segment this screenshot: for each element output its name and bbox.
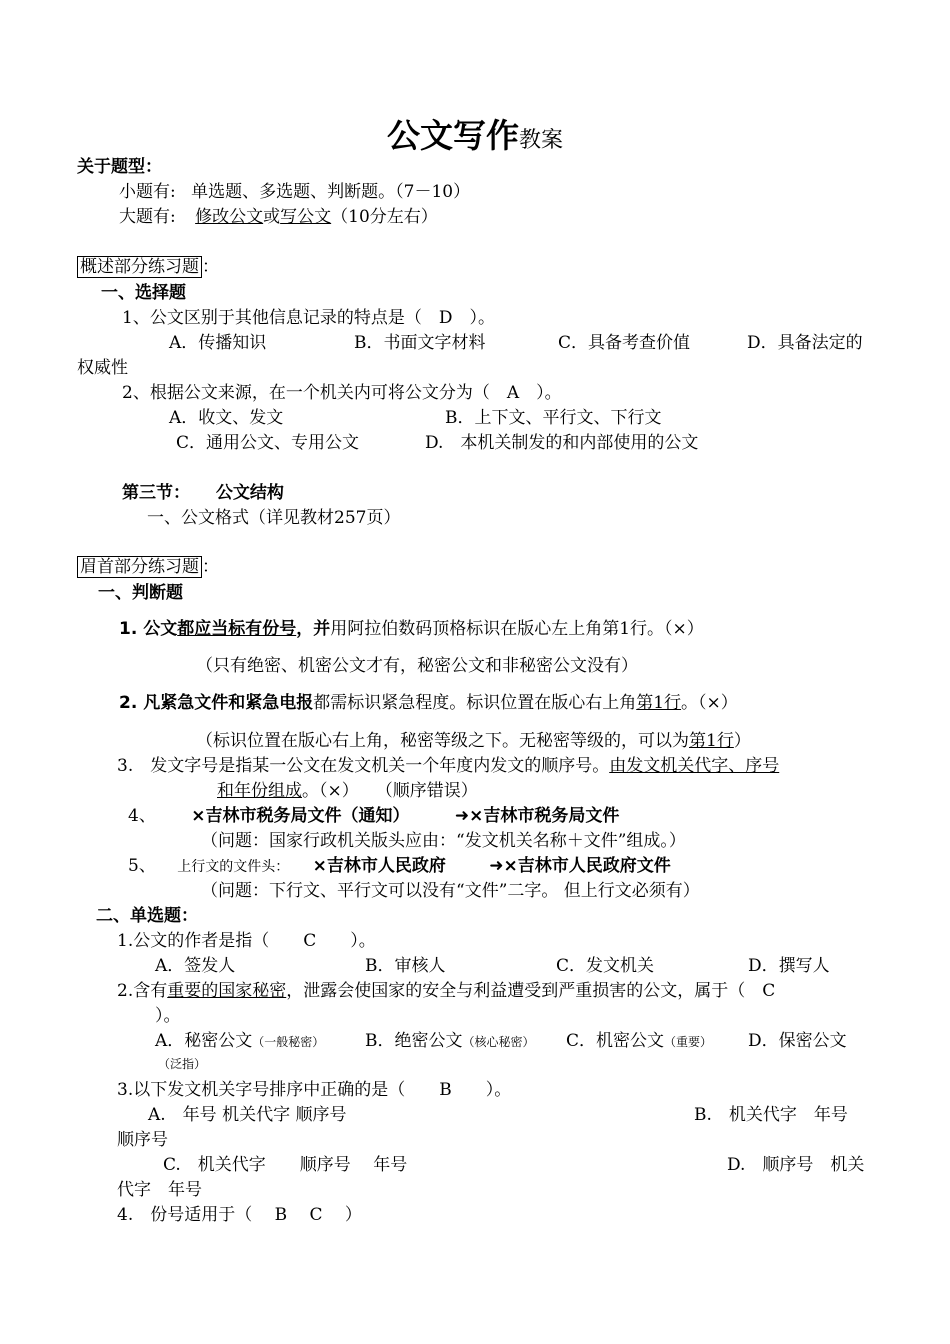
s2-s2-opt-d: D．保密公文: [748, 1031, 847, 1051]
s2-j2-b: 都需标识紧急程度。标识位置在版心右上角: [313, 693, 637, 713]
s2-j1-b: 都应当标有份号: [177, 619, 297, 639]
s2-s3-opt-d-wrap: 代字 年号: [117, 1180, 202, 1200]
section3-item: 一、公文格式（详见教材257页）: [147, 508, 401, 528]
s2-s2-opt-c: [566, 1030, 712, 1053]
s2-j3-b: 由发文机关代字、序号: [609, 756, 780, 776]
s2-j4-wrong: ×吉林市税务局文件（通知）: [191, 806, 410, 826]
section3-heading: [122, 482, 284, 504]
s1-q1: 1、公文区别于其他信息记录的特点是（ D ）。: [122, 308, 495, 328]
document-title: [0, 110, 950, 157]
s2-s1-opt-c: C．发文机关: [556, 956, 655, 976]
s2-heading: [77, 556, 219, 578]
s2-s3-question: 3.以下发文机关字号排序中正确的是（ B ）。: [117, 1080, 512, 1100]
s2-j2-note-b: 第1行: [689, 731, 734, 751]
s2-s3-opt-a: A. 年号 机关代字 顺序号: [148, 1105, 347, 1125]
s2-j5: [128, 855, 671, 878]
s2-s2-opt-c-note: （重要）: [664, 1035, 713, 1049]
s1-choice-heading: 一、选择题: [101, 283, 186, 303]
intro-big-a: 修改公文: [195, 207, 264, 227]
title-main: 公文写作: [386, 116, 519, 155]
s2-judge-heading: 一、判断题: [98, 583, 183, 603]
s1-q2-opt-a: A．收文、发文: [169, 408, 284, 428]
s2-j3-d: 。（×） （顺序错误）: [302, 781, 478, 801]
s1-q1-opt-b: B．书面文字材料: [354, 333, 486, 353]
title-suffix: 教案: [518, 128, 563, 153]
s2-s1-question: 1.公文的作者是指（ C ）。: [117, 931, 376, 951]
s2-s3-opt-c: C. 机关代字 顺序号 年号: [163, 1155, 408, 1175]
s2-j5-wrong: ×吉林市人民政府: [312, 856, 446, 876]
s1-heading: [77, 256, 219, 278]
s2-j2-note: [196, 730, 751, 752]
s2-j1-a: 1. 公文: [119, 619, 178, 639]
intro-big-tail: （10分左右）: [331, 207, 438, 227]
s2-s2-opt-b-main: B．绝密公文: [365, 1031, 463, 1051]
s2-single-heading: 二、单选题：: [96, 906, 198, 926]
intro-big-b: 写公文: [280, 207, 332, 227]
s2-j5-label: 上行文的文件头：: [177, 859, 290, 875]
s2-s1-opt-a: A．签发人: [155, 956, 236, 976]
s2-s2-q-b: 重要的国家秘密: [167, 981, 287, 1001]
s1-q2: 2、根据公文来源，在一个机关内可将公文分为（ A ）。: [122, 383, 562, 403]
s2-s2-opt-b-note: （核心秘密）: [462, 1035, 535, 1049]
s2-s1-opt-b: B．审核人: [365, 956, 446, 976]
s2-j3-c: 和年份组成: [217, 781, 302, 801]
intro-small-types: 单选题、多选题、判断题。（7－10）: [191, 182, 471, 202]
s2-s4-question: 4. 份号适用于（ B C ）: [117, 1205, 362, 1225]
s2-j4: [128, 805, 619, 827]
s2-j5-right: ➜×吉林市人民政府文件: [489, 856, 671, 876]
s2-j5-note: （问题：下行文、平行文可以没有“文件”二字。 但上行文必须有）: [201, 881, 700, 901]
s1-colon: ：: [202, 257, 219, 277]
s2-j2-note-a: （标识位置在版心右上角，秘密等级之下。无秘密等级的，可以为: [196, 731, 689, 751]
s2-j2-d: 。（×）: [681, 693, 738, 713]
s1-q1-wrap: 权威性: [77, 358, 128, 378]
s2-s2-opt-a-note: （一般秘密）: [252, 1035, 325, 1049]
s1-q1-opt-c: C．具备考查价值: [558, 333, 691, 353]
s2-j1-c: ，并: [296, 619, 331, 639]
s2-s2-opt-b: [365, 1030, 535, 1053]
s1-q2-opt-b: B．上下文、平行文、下行文: [445, 408, 662, 428]
s2-box-label: 眉首部分练习题: [77, 556, 202, 578]
s2-s3-opt-d: D. 顺序号 机关: [727, 1155, 865, 1175]
intro-big-line: [119, 206, 438, 228]
s2-s2-opt-a-main: A．秘密公文: [155, 1031, 253, 1051]
s2-j4-right: ➜×吉林市税务局文件: [454, 806, 620, 826]
s2-j3: [117, 755, 779, 777]
s2-s2-opt-a: [155, 1030, 324, 1053]
s1-q2-opt-d: D. 本机关制发的和内部使用的公文: [425, 433, 699, 453]
s2-s2-question: [117, 980, 775, 1002]
s2-j1: [119, 618, 704, 640]
section3-label: 第三节：: [122, 483, 190, 503]
s2-j4-note: （问题：国家行政机关版头应由：“发文机关名称＋文件”组成。）: [201, 831, 686, 851]
s2-j3-a: 3. 发文字号是指某一公文在发文机关一个年度内发文的顺序号。: [117, 756, 610, 776]
s2-j1-note: （只有绝密、机密公文才有，秘密公文和非秘密公文没有）: [196, 656, 638, 676]
s2-s2-wrap-note: （泛指）: [158, 1057, 207, 1071]
s2-j1-d: 用阿拉伯数码顶格标识在版心左上角第1行。（×）: [330, 619, 704, 639]
s2-s1-opt-d: D．撰写人: [748, 956, 830, 976]
intro-small-label: 小题有:: [119, 182, 176, 202]
s2-s2-q-a: 2.含有: [117, 981, 168, 1001]
s2-j5-num: 5、: [128, 856, 156, 876]
s2-s2-q-wrap: ）。: [155, 1006, 181, 1026]
s2-j2-a: 2. 凡紧急文件和紧急电报: [119, 693, 314, 713]
intro-heading: 关于题型：: [77, 157, 162, 177]
s1-q1-opt-d: D．具备法定的: [747, 333, 863, 353]
s2-j2-note-c: ）: [733, 731, 751, 751]
s1-q2-opt-c: C．通用公文、专用公文: [176, 433, 360, 453]
s2-s3-opt-b-wrap: 顺序号: [117, 1130, 168, 1150]
s1-box-label: 概述部分练习题: [77, 256, 202, 278]
s2-j3-wrap: [217, 780, 478, 802]
intro-small-line: [119, 181, 470, 203]
s2-j4-num: 4、: [128, 806, 156, 826]
s2-s2-opt-c-main: C．机密公文: [566, 1031, 665, 1051]
s2-j2-c: 第1行: [636, 693, 682, 713]
s2-colon: ：: [202, 557, 219, 577]
section3-title: 公文结构: [215, 483, 284, 503]
s2-s3-opt-b: B. 机关代字 年号: [694, 1105, 848, 1125]
s2-j2: [119, 692, 738, 714]
intro-big-label: 大题有:: [119, 207, 176, 227]
intro-big-or: 或: [263, 207, 281, 227]
s2-s2-q-c: ，泄露会使国家的安全与利益遭受到严重损害的公文，属于（ C: [286, 981, 776, 1001]
s1-q1-opt-a: A．传播知识: [169, 333, 267, 353]
